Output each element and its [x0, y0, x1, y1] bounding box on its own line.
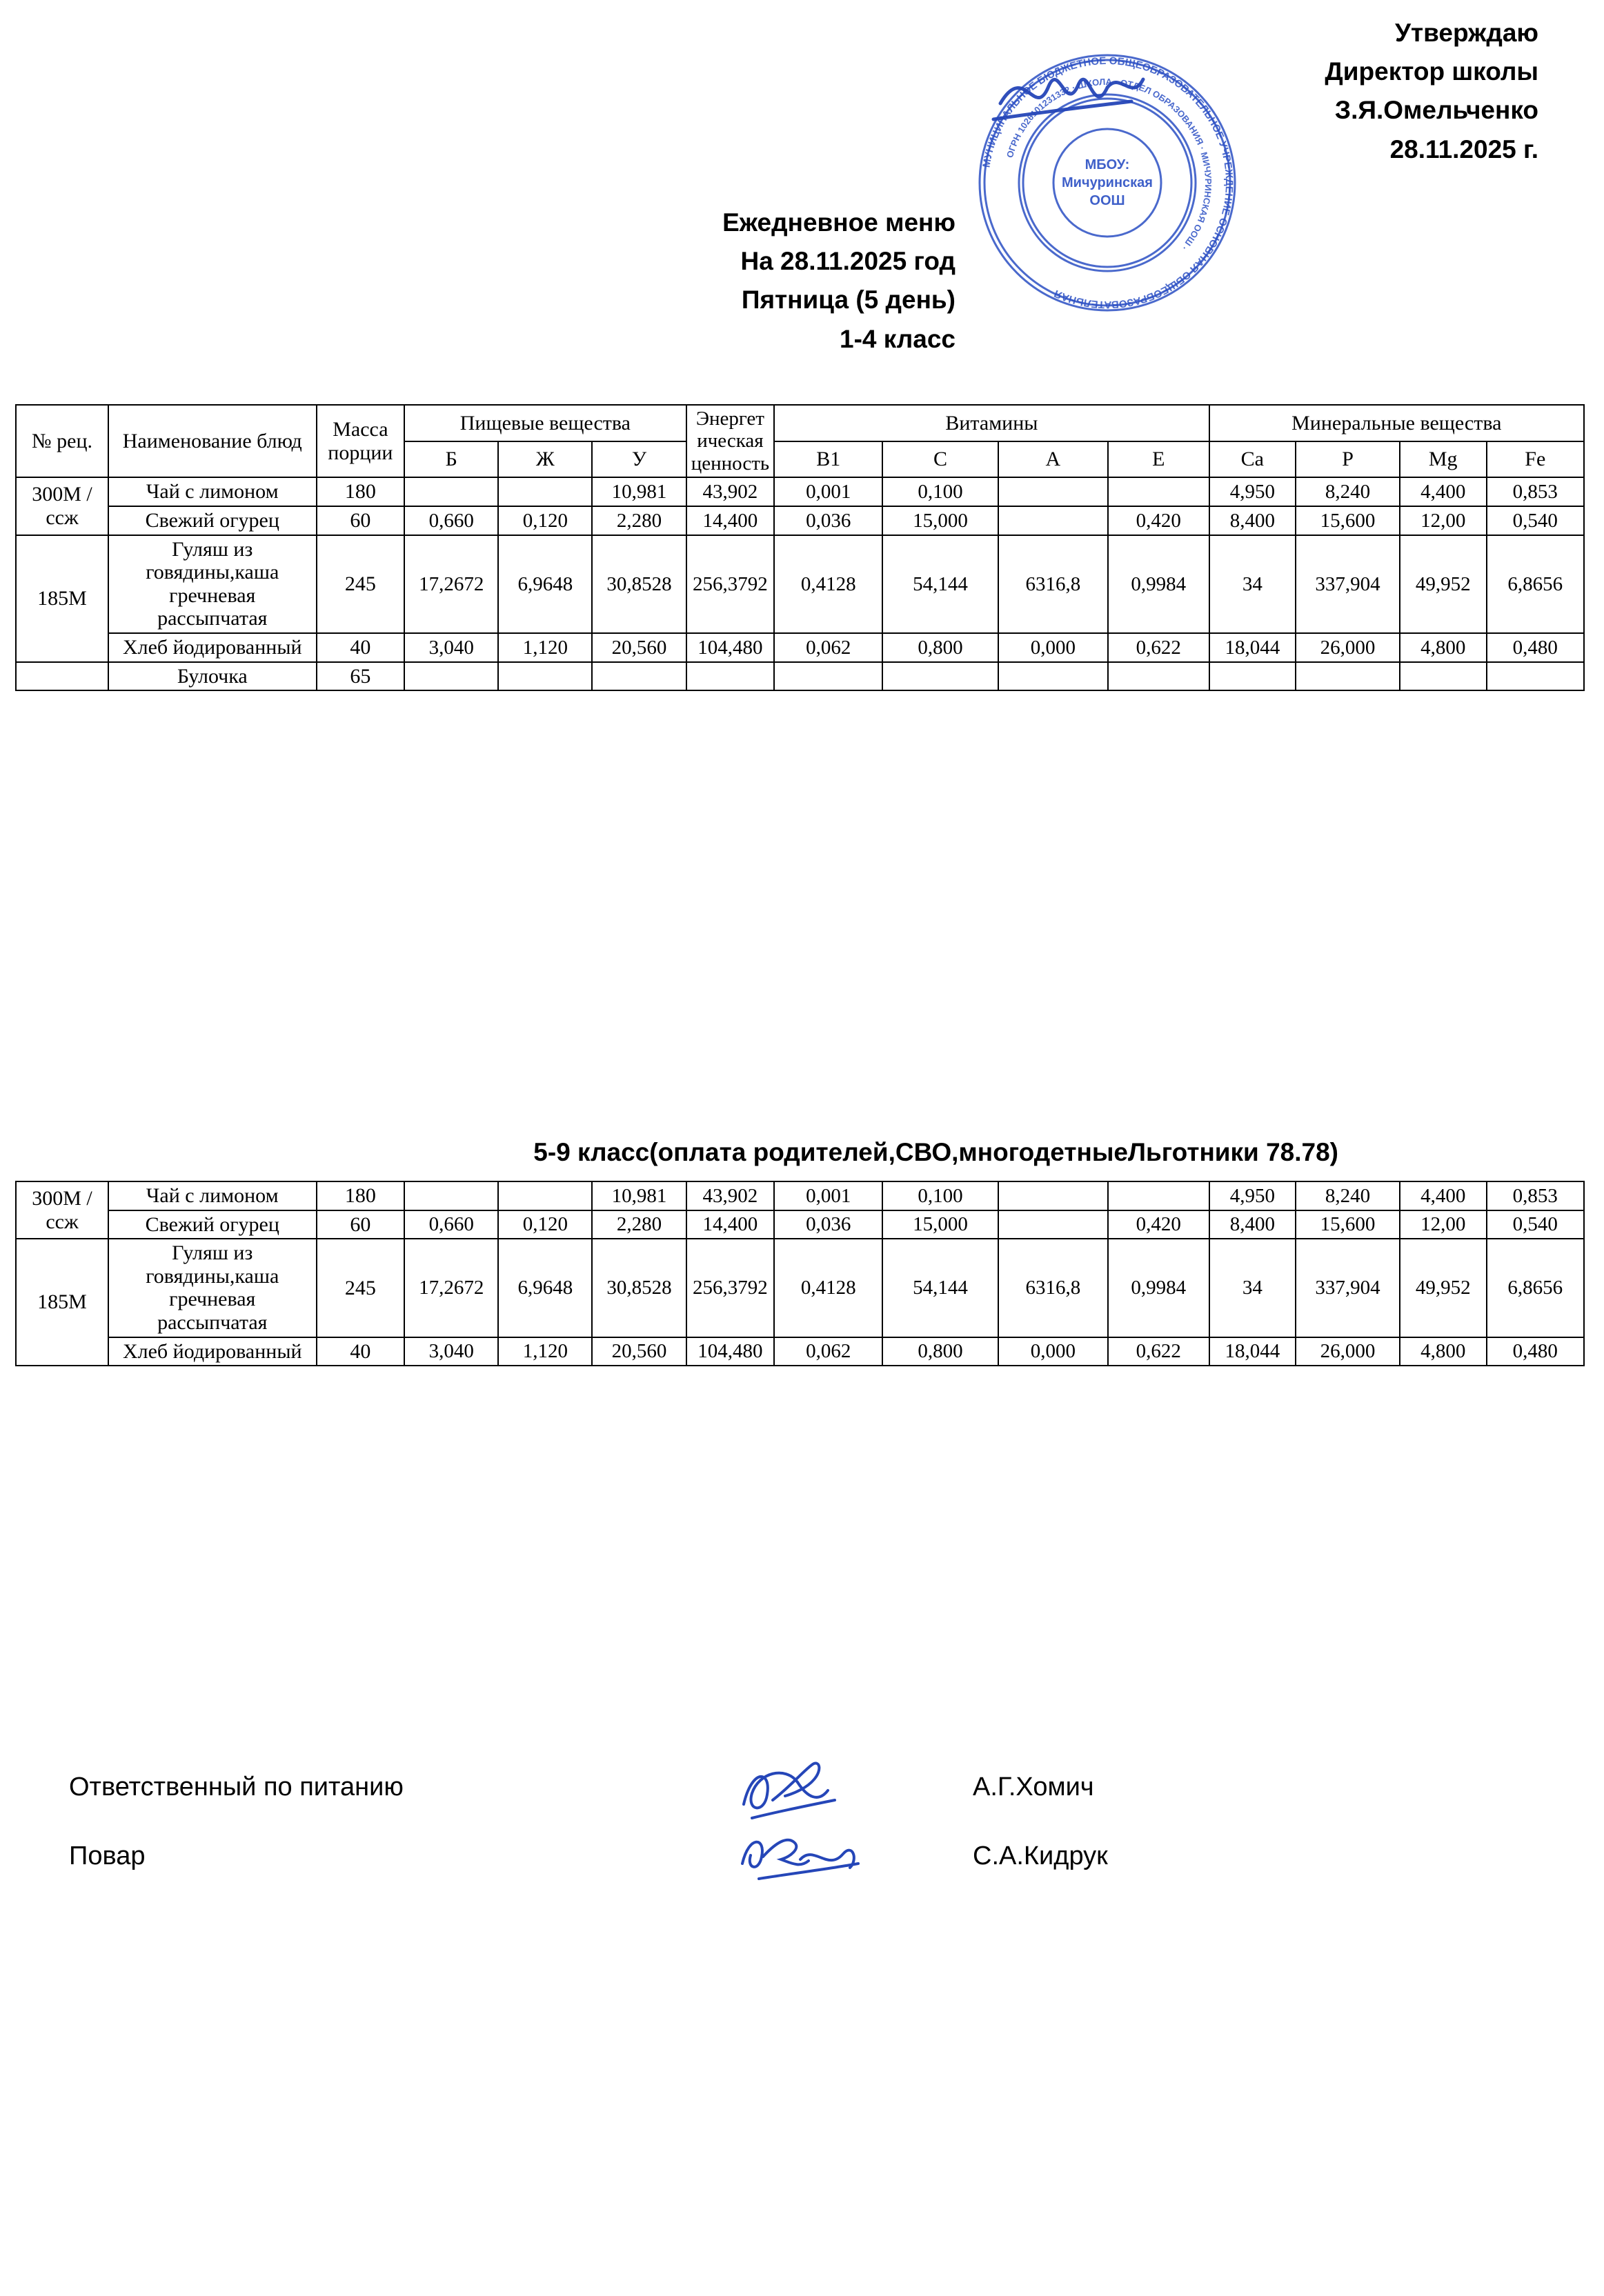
- cell-c: 54,144: [882, 1239, 998, 1337]
- cell-c: 0,100: [882, 1181, 998, 1210]
- cell-fe: 0,540: [1487, 1210, 1585, 1239]
- header-protein: Б: [404, 441, 498, 478]
- cell-p: [1296, 662, 1400, 691]
- cell-fat: 0,120: [498, 506, 592, 535]
- cell-dish-name: Хлеб йодированный: [108, 633, 317, 662]
- cell-dish-name: Свежий огурец: [108, 1210, 317, 1239]
- cell-energy: 104,480: [686, 633, 775, 662]
- cell-fat: [498, 1181, 592, 1210]
- cell-e: 0,9984: [1108, 1239, 1209, 1337]
- menu-weekday: Пятница (5 день): [741, 286, 956, 315]
- header-nutrients: Пищевые вещества: [404, 405, 686, 441]
- cell-mass: 180: [317, 1181, 405, 1210]
- signature-label: Ответственный по питанию: [69, 1773, 404, 1801]
- svg-text:ОГРН 1026101231332 · ШКОЛА · О: ОГРН 1026101231332 · ШКОЛА · ОТДЕЛ ОБРАЗОВАНИЯ · МИЧУРИНСКАЯ ООШ ·: [1004, 76, 1214, 253]
- menu-table-grades-1-4: [15, 404, 1585, 691]
- cell-mass: 60: [317, 1210, 405, 1239]
- cell-p: 15,600: [1296, 506, 1400, 535]
- cell-mg: 49,952: [1400, 535, 1487, 633]
- cell-a: 6316,8: [998, 1239, 1108, 1337]
- approval-date: 28.11.2025 г.: [1389, 134, 1538, 163]
- cell-rec-no: 185М: [16, 535, 108, 662]
- cell-rec-no: 300М /ссж: [16, 1181, 108, 1239]
- cell-protein: [404, 477, 498, 506]
- cell-fat: 1,120: [498, 633, 592, 662]
- cell-e: 0,420: [1108, 1210, 1209, 1239]
- section-title-grades-5-9: 5-9 класс(оплата родителей,СВО,многодетныеЛьготники 78.78): [533, 1138, 1338, 1166]
- cell-dish-name: Булочка: [108, 662, 317, 691]
- cell-carbs: 20,560: [592, 633, 686, 662]
- cell-ca: 18,044: [1209, 633, 1296, 662]
- cell-carbs: [592, 662, 686, 691]
- cell-protein: 3,040: [404, 633, 498, 662]
- header-fat: Ж: [498, 441, 592, 478]
- cell-a: [998, 1210, 1108, 1239]
- cell-c: 15,000: [882, 1210, 998, 1239]
- cell-p: 26,000: [1296, 1337, 1400, 1366]
- table-row: [16, 1337, 1584, 1366]
- cell-mg: 49,952: [1400, 1239, 1487, 1337]
- cell-energy: 256,3792: [686, 1239, 775, 1337]
- cell-mass: 40: [317, 1337, 405, 1366]
- cell-carbs: 2,280: [592, 1210, 686, 1239]
- svg-text:ООШ: ООШ: [1089, 193, 1125, 208]
- cell-fe: 0,853: [1487, 477, 1584, 506]
- cell-p: 26,000: [1296, 633, 1400, 662]
- signature-name: А.Г.Хомич: [973, 1773, 1094, 1801]
- cell-ca: 8,400: [1209, 1210, 1296, 1239]
- table-row: [16, 1239, 1584, 1337]
- approval-line-1: Утверждаю: [1395, 19, 1538, 47]
- table-row: [16, 477, 1584, 506]
- cell-mg: 12,00: [1400, 1210, 1487, 1239]
- cell-energy: 104,480: [686, 1337, 775, 1366]
- header-ca: Ca: [1209, 441, 1296, 478]
- svg-text:МУНИЦИПАЛЬНОЕ БЮДЖЕТНОЕ ОБЩЕОБ: МУНИЦИПАЛЬНОЕ БЮДЖЕТНОЕ ОБЩЕОБРАЗОВАТЕЛЬНОЕ УЧРЕЖДЕНИЕ ОСНОВНАЯ ОБЩЕОБРАЗОВАТЕЛЬНАЯ: [980, 54, 1236, 311]
- cell-mass: 245: [317, 1239, 405, 1337]
- cell-e: [1108, 477, 1209, 506]
- cell-e: 0,622: [1108, 633, 1209, 662]
- cell-fe: 6,8656: [1487, 535, 1584, 633]
- cell-fat: [498, 662, 592, 691]
- cell-fe: 6,8656: [1487, 1239, 1585, 1337]
- cell-dish-name: Гуляш из говядины,каша гречневая рассыпчатая: [108, 535, 317, 633]
- cell-p: 337,904: [1296, 535, 1400, 633]
- cell-energy: 43,902: [686, 1181, 775, 1210]
- cell-a: 0,000: [998, 1337, 1108, 1366]
- cell-a: [998, 662, 1108, 691]
- header-dish-name: Наименование блюд: [108, 405, 317, 477]
- cell-a: [998, 477, 1108, 506]
- cell-dish-name: Свежий огурец: [108, 506, 317, 535]
- cell-carbs: 2,280: [592, 506, 686, 535]
- header-p: P: [1296, 441, 1400, 478]
- cell-dish-name: Хлеб йодированный: [108, 1337, 317, 1366]
- header-rec-no: № рец.: [16, 405, 108, 477]
- cell-mass: 245: [317, 535, 405, 633]
- cell-fe: [1487, 662, 1584, 691]
- cell-rec-no: [16, 662, 108, 691]
- cell-mg: 4,800: [1400, 633, 1487, 662]
- cell-energy: 43,902: [686, 477, 775, 506]
- signature-row-cook: [69, 1841, 1518, 1910]
- cell-protein: 17,2672: [404, 535, 498, 633]
- header-mg: Mg: [1400, 441, 1487, 478]
- cell-carbs: 20,560: [592, 1337, 686, 1366]
- cell-mass: 40: [317, 633, 405, 662]
- cell-c: 15,000: [882, 506, 998, 535]
- svg-text:МБОУ:: МБОУ:: [1085, 157, 1130, 172]
- table-row: [16, 535, 1584, 633]
- cell-b1: 0,001: [774, 477, 882, 506]
- header-carbs: У: [592, 441, 686, 478]
- cell-c: 0,800: [882, 633, 998, 662]
- header-portion-mass: Масса порции: [317, 405, 405, 477]
- cell-a: 0,000: [998, 633, 1108, 662]
- signature-label: Повар: [69, 1841, 146, 1870]
- table-row: [16, 1210, 1584, 1239]
- cell-mg: 4,800: [1400, 1337, 1487, 1366]
- cell-fe: 0,853: [1487, 1181, 1585, 1210]
- cell-b1: 0,001: [774, 1181, 882, 1210]
- cell-p: 8,240: [1296, 477, 1400, 506]
- cell-ca: 8,400: [1209, 506, 1296, 535]
- table-row: [16, 662, 1584, 691]
- cell-b1: [774, 662, 882, 691]
- cell-b1: 0,036: [774, 1210, 882, 1239]
- cell-fat: [498, 477, 592, 506]
- header-c: С: [882, 441, 998, 478]
- approval-line-2: Директор школы: [1325, 57, 1538, 86]
- approval-director-name: З.Я.Омельченко: [1334, 96, 1538, 125]
- cell-rec-no: 300М /ссж: [16, 477, 108, 535]
- cell-energy: [686, 662, 775, 691]
- cell-ca: 34: [1209, 535, 1296, 633]
- cell-fat: 0,120: [498, 1210, 592, 1239]
- header-energy: Энергетическая ценность: [686, 405, 775, 477]
- handwritten-signature-2: [731, 1824, 883, 1899]
- cell-energy: 14,400: [686, 1210, 775, 1239]
- table-row: [16, 633, 1584, 662]
- cell-energy: 256,3792: [686, 535, 775, 633]
- cell-carbs: 30,8528: [592, 535, 686, 633]
- cell-dish-name: Чай с лимоном: [108, 1181, 317, 1210]
- cell-ca: 18,044: [1209, 1337, 1296, 1366]
- cell-e: [1108, 662, 1209, 691]
- cell-a: [998, 506, 1108, 535]
- cell-b1: 0,062: [774, 633, 882, 662]
- cell-protein: 0,660: [404, 1210, 498, 1239]
- cell-c: [882, 662, 998, 691]
- cell-protein: 0,660: [404, 506, 498, 535]
- header-a: А: [998, 441, 1108, 478]
- cell-ca: 4,950: [1209, 1181, 1296, 1210]
- header-vitamins: Витамины: [774, 405, 1209, 441]
- cell-c: 0,800: [882, 1337, 998, 1366]
- table-row: [16, 1181, 1584, 1210]
- cell-p: 15,600: [1296, 1210, 1400, 1239]
- cell-energy: 14,400: [686, 506, 775, 535]
- header-b1: В1: [774, 441, 882, 478]
- header-e: Е: [1108, 441, 1209, 478]
- cell-e: 0,622: [1108, 1337, 1209, 1366]
- table-header-row-1: [16, 405, 1584, 441]
- cell-protein: [404, 662, 498, 691]
- cell-carbs: 30,8528: [592, 1239, 686, 1337]
- cell-ca: 4,950: [1209, 477, 1296, 506]
- cell-mass: 180: [317, 477, 405, 506]
- cell-fat: 1,120: [498, 1337, 592, 1366]
- cell-b1: 0,036: [774, 506, 882, 535]
- cell-mass: 65: [317, 662, 405, 691]
- cell-fe: 0,480: [1487, 1337, 1585, 1366]
- cell-dish-name: Гуляш из говядины,каша гречневая рассыпчатая: [108, 1239, 317, 1337]
- cell-protein: 3,040: [404, 1337, 498, 1366]
- cell-b1: 0,4128: [774, 1239, 882, 1337]
- cell-p: 337,904: [1296, 1239, 1400, 1337]
- signature-name: С.А.Кидрук: [973, 1841, 1108, 1870]
- header-minerals: Минеральные вещества: [1209, 405, 1584, 441]
- cell-mass: 60: [317, 506, 405, 535]
- header-fe: Fe: [1487, 441, 1584, 478]
- cell-fat: 6,9648: [498, 1239, 592, 1337]
- signature-block: [69, 1773, 1518, 1910]
- cell-ca: [1209, 662, 1296, 691]
- cell-c: 54,144: [882, 535, 998, 633]
- cell-dish-name: Чай с лимоном: [108, 477, 317, 506]
- cell-b1: 0,062: [774, 1337, 882, 1366]
- handwritten-signature-1: [731, 1755, 883, 1830]
- svg-text:Мичуринская: Мичуринская: [1062, 175, 1153, 190]
- cell-carbs: 10,981: [592, 1181, 686, 1210]
- cell-fe: 0,540: [1487, 506, 1584, 535]
- menu-table-grades-5-9: [15, 1181, 1585, 1366]
- cell-mg: 12,00: [1400, 506, 1487, 535]
- cell-a: 6316,8: [998, 535, 1108, 633]
- cell-e: 0,420: [1108, 506, 1209, 535]
- menu-title: Ежедневное меню: [722, 208, 956, 237]
- cell-mg: [1400, 662, 1487, 691]
- menu-date: На 28.11.2025 год: [740, 247, 956, 276]
- cell-e: 0,9984: [1108, 535, 1209, 633]
- menu-title-block: [0, 203, 956, 359]
- cell-carbs: 10,981: [592, 477, 686, 506]
- cell-a: [998, 1181, 1108, 1210]
- approval-block: [1325, 14, 1538, 169]
- cell-c: 0,100: [882, 477, 998, 506]
- cell-p: 8,240: [1296, 1181, 1400, 1210]
- menu-grade-range: 1-4 класс: [840, 324, 956, 353]
- table-row: [16, 506, 1584, 535]
- cell-fe: 0,480: [1487, 633, 1584, 662]
- cell-ca: 34: [1209, 1239, 1296, 1337]
- cell-protein: [404, 1181, 498, 1210]
- cell-fat: 6,9648: [498, 535, 592, 633]
- cell-b1: 0,4128: [774, 535, 882, 633]
- cell-rec-no: 185М: [16, 1239, 108, 1366]
- cell-mg: 4,400: [1400, 477, 1487, 506]
- cell-protein: 17,2672: [404, 1239, 498, 1337]
- cell-mg: 4,400: [1400, 1181, 1487, 1210]
- school-round-stamp: [962, 38, 1252, 328]
- cell-e: [1108, 1181, 1209, 1210]
